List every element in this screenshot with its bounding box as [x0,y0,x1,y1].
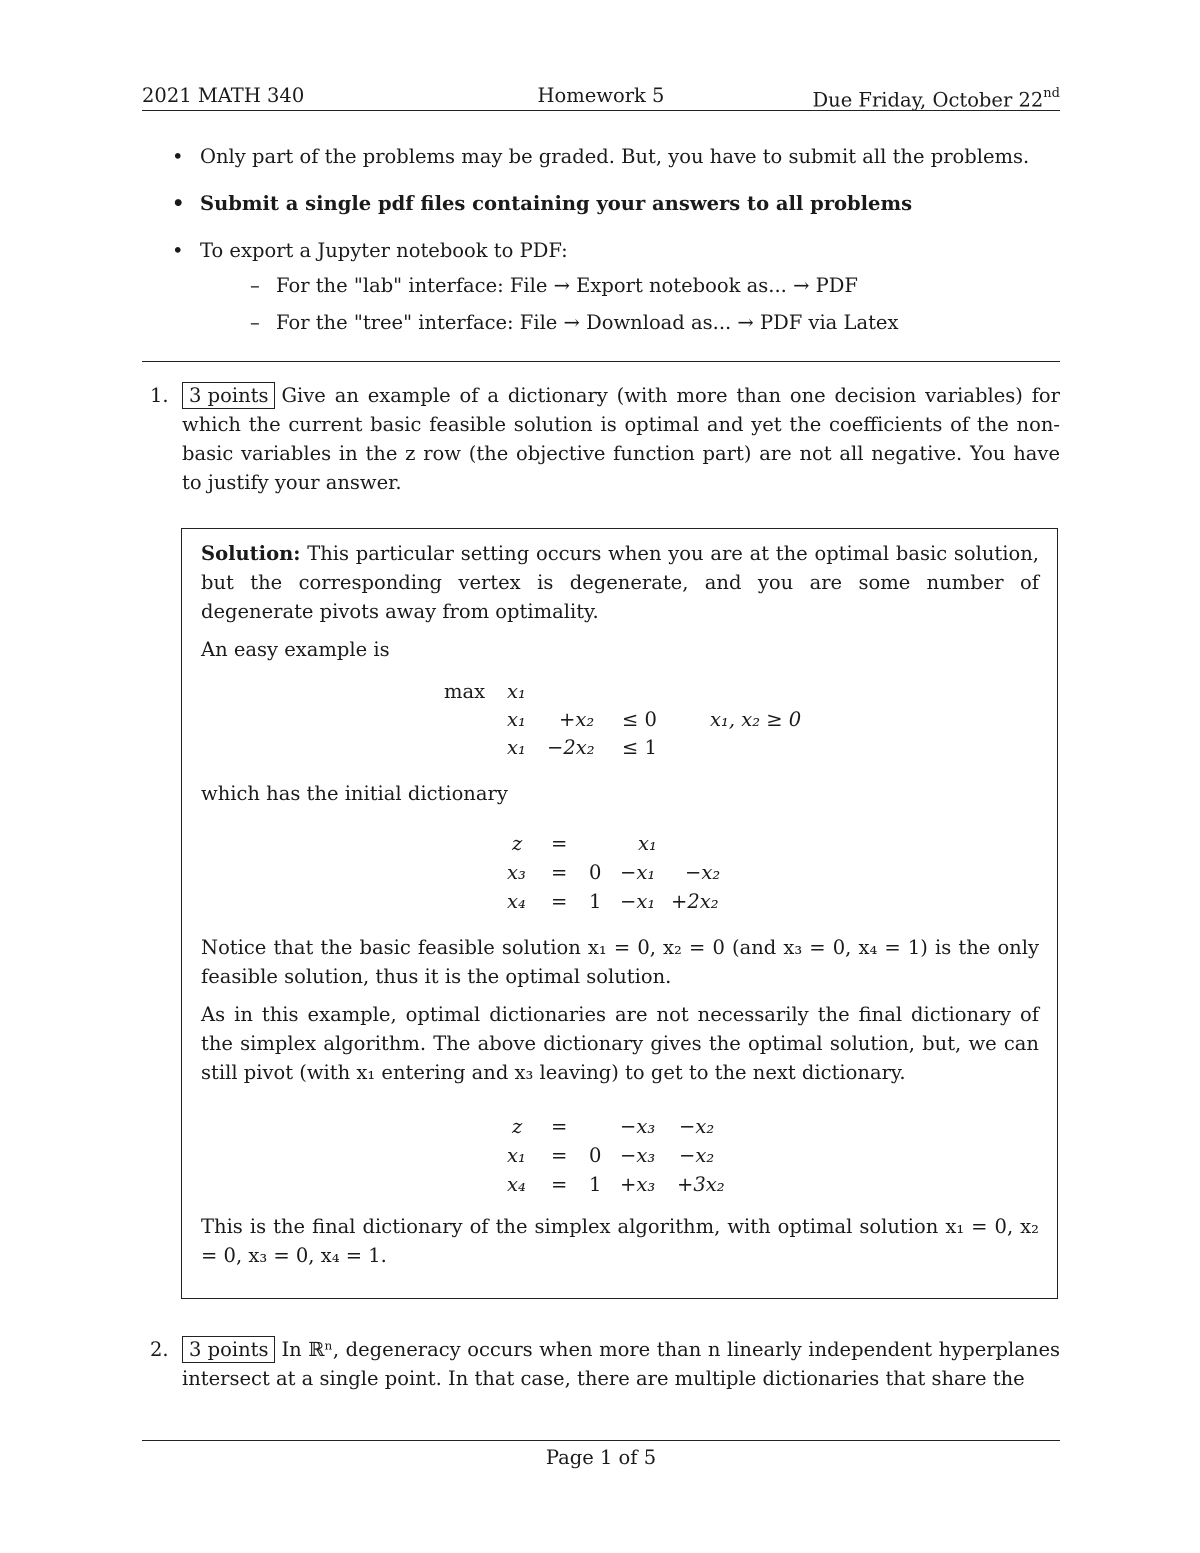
dict-cell: −x₂ [679,1115,715,1138]
dict-cell: x₄ [507,1173,526,1196]
dict-cell: 1 [589,890,602,913]
lp-cell: x₁ [507,708,526,731]
lp-cell: x₁ [507,736,526,759]
export-sublist [200,271,1060,338]
lp-cell: x₁, x₂ ≥ 0 [710,708,802,731]
dict-cell: 0 [589,861,602,884]
solution-box [181,528,1058,1299]
instruction-item-export [172,236,1060,338]
instruction-item-bold: • Submit a single pdf files containing your answers to all problems [172,189,1060,219]
dict-cell: −x₃ [620,1144,656,1167]
points-box: 3 points [182,1336,275,1363]
dict-cell: = [551,1115,568,1138]
dict-cell: z [512,832,523,855]
dict-cell: = [551,832,568,855]
problem-text: In ℝⁿ, degeneracy occurs when more than n linearly independent hyperplanes intersect at a single point. In that case, there are multiple dictionaries that share the [182,1338,1060,1390]
course-label: 2021 MATH 340 [142,84,305,107]
final-dictionary [201,1096,1039,1212]
dict-cell: x₁ [507,1144,526,1167]
problem-text: Give an example of a dictionary (with more than one decision variables) for which the current basic feasible solution is optimal and yet the coefficients of the non-basic variables in the z row (the objective function part) are not all negative. You have to justify your answer. [182,384,1060,494]
dict-cell: = [551,1144,568,1167]
solution-para: As in this example, optimal dictionaries are not necessarily the final dictionary of the simplex algorithm. The above dictionary gives the optimal solution, but, we can still pivot (with x₁ entering and x₃ leaving) to get to the next dictionary. [201,1003,1039,1084]
problem-1 [142,381,1060,497]
problem-2 [142,1335,1060,1393]
dict-cell: −x₁ [620,890,656,913]
solution-label: Solution: [201,542,301,565]
page-header [142,82,1060,111]
dict-cell: x₄ [507,890,526,913]
lp-cell: ≤ 1 [622,736,657,759]
export-tree-item: – For the "tree" interface: File → Download as... → PDF via Latex [250,308,1060,338]
dict-cell: −x₂ [679,1144,715,1167]
solution-para: Notice that the basic feasible solution x₁ = 0, x₂ = 0 (and x₃ = 0, x₄ = 1) is the only feasible solution, thus it is the optimal solution. [201,936,1039,988]
dict-cell: = [551,1173,568,1196]
lp-cell: +x₂ [559,708,595,731]
instructions-list [172,142,1060,355]
lp-cell: ≤ 0 [622,708,657,731]
dict-cell: +2x₂ [671,890,719,913]
due-date [813,84,1061,113]
dict-cell: +3x₂ [677,1173,725,1196]
problem-number: 2. [150,1338,169,1361]
export-heading: To export a Jupyter notebook to PDF: [200,239,568,262]
dict-cell: 1 [589,1173,602,1196]
assignment-title: Homework 5 [537,84,665,107]
lp-cell: max [444,680,486,703]
due-date-text: Due Friday, October 22 [812,88,1044,112]
dict-cell: +x₃ [620,1173,656,1196]
dict-cell: 0 [589,1144,602,1167]
instruction-item: • Only part of the problems may be graded. But, you have to submit all the problems. [172,142,1060,172]
solution-para: This is the final dictionary of the simplex algorithm, with optimal solution x₁ = 0, x₂ = 0, x₃ = 0, x₄ = 1. [201,1215,1039,1267]
solution-para: which has the initial dictionary [201,782,508,805]
dict-cell: = [551,890,568,913]
solution-para: This particular setting occurs when you are at the optimal basic solution, but the corresponding vertex is degenerate, and you are some number of degenerate pivots away from optimality. [201,542,1039,623]
initial-dictionary [201,817,1039,933]
dict-cell: x₁ [638,832,657,855]
points-box: 3 points [182,382,275,409]
dict-cell: −x₂ [685,861,721,884]
dict-cell: = [551,861,568,884]
dict-cell: −x₁ [620,861,656,884]
due-date-suffix: nd [1043,86,1060,101]
solution-para: An easy example is [201,638,390,661]
page-number: Page 1 of 5 [545,1446,657,1469]
page-footer [142,1440,1060,1471]
dict-cell: x₃ [507,861,526,884]
lp-cell: x₁ [507,680,526,703]
problem-number: 1. [150,384,169,407]
dict-cell: −x₃ [620,1115,656,1138]
section-divider [142,361,1060,362]
lp-cell: −2x₂ [547,736,595,759]
export-lab-item: – For the "lab" interface: File → Export notebook as... → PDF [250,271,1060,301]
lp-formulation [201,673,1039,779]
dict-cell: z [512,1115,523,1138]
